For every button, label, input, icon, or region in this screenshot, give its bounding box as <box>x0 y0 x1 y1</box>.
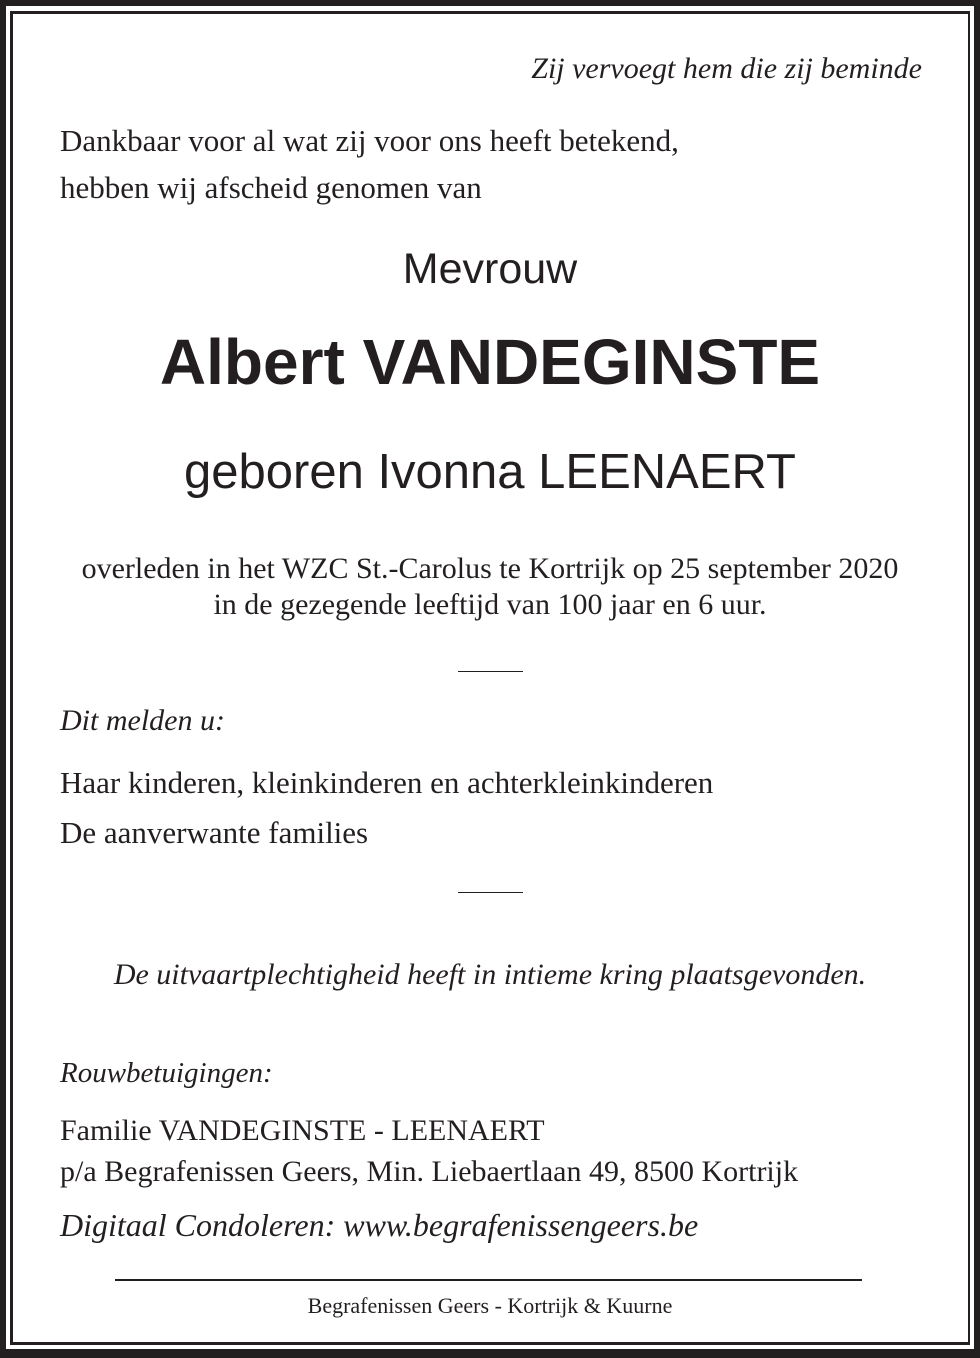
footer: Begrafenissen Geers - Kortrijk & Kuurne <box>307 1293 673 1318</box>
address-line-1: Familie VANDEGINSTE - LEENAERT <box>60 1114 545 1147</box>
family-line-2: De aanverwante families <box>60 815 369 850</box>
death-line-2: in de gezegende leeftijd van 100 jaar en 6 uur. <box>213 588 767 621</box>
online-condolences: Digitaal Condoleren: www.begrafenissengeers.be <box>60 1207 699 1243</box>
birth-name: geboren Ivonna LEENAERT <box>184 445 796 499</box>
motto: Zij vervoegt hem die zij beminde <box>531 52 922 85</box>
family-line-1: Haar kinderen, kleinkinderen en achterkleinkinderen <box>60 765 714 800</box>
title: Mevrouw <box>402 245 578 293</box>
funeral-note: De uitvaartplechtigheid heeft in intieme kring plaatsgevonden. <box>113 958 867 991</box>
condolences-label: Rouwbetuigingen: <box>60 1057 273 1089</box>
separator <box>458 671 523 672</box>
footer-rule <box>115 1279 862 1281</box>
intro-line-1: Dankbaar voor al wat zij voor ons heeft betekend, <box>60 123 679 158</box>
separator <box>458 892 523 893</box>
intro-line-2: hebben wij afscheid genomen van <box>60 170 482 205</box>
announce-label: Dit melden u: <box>60 704 225 737</box>
address-line-2: p/a Begrafenissen Geers, Min. Liebaertlaan 49, 8500 Kortrijk <box>60 1155 799 1188</box>
deceased-name: Albert VANDEGINSTE <box>159 326 821 398</box>
death-line-1: overleden in het WZC St.-Carolus te Kortrijk op 25 september 2020 <box>81 552 899 585</box>
